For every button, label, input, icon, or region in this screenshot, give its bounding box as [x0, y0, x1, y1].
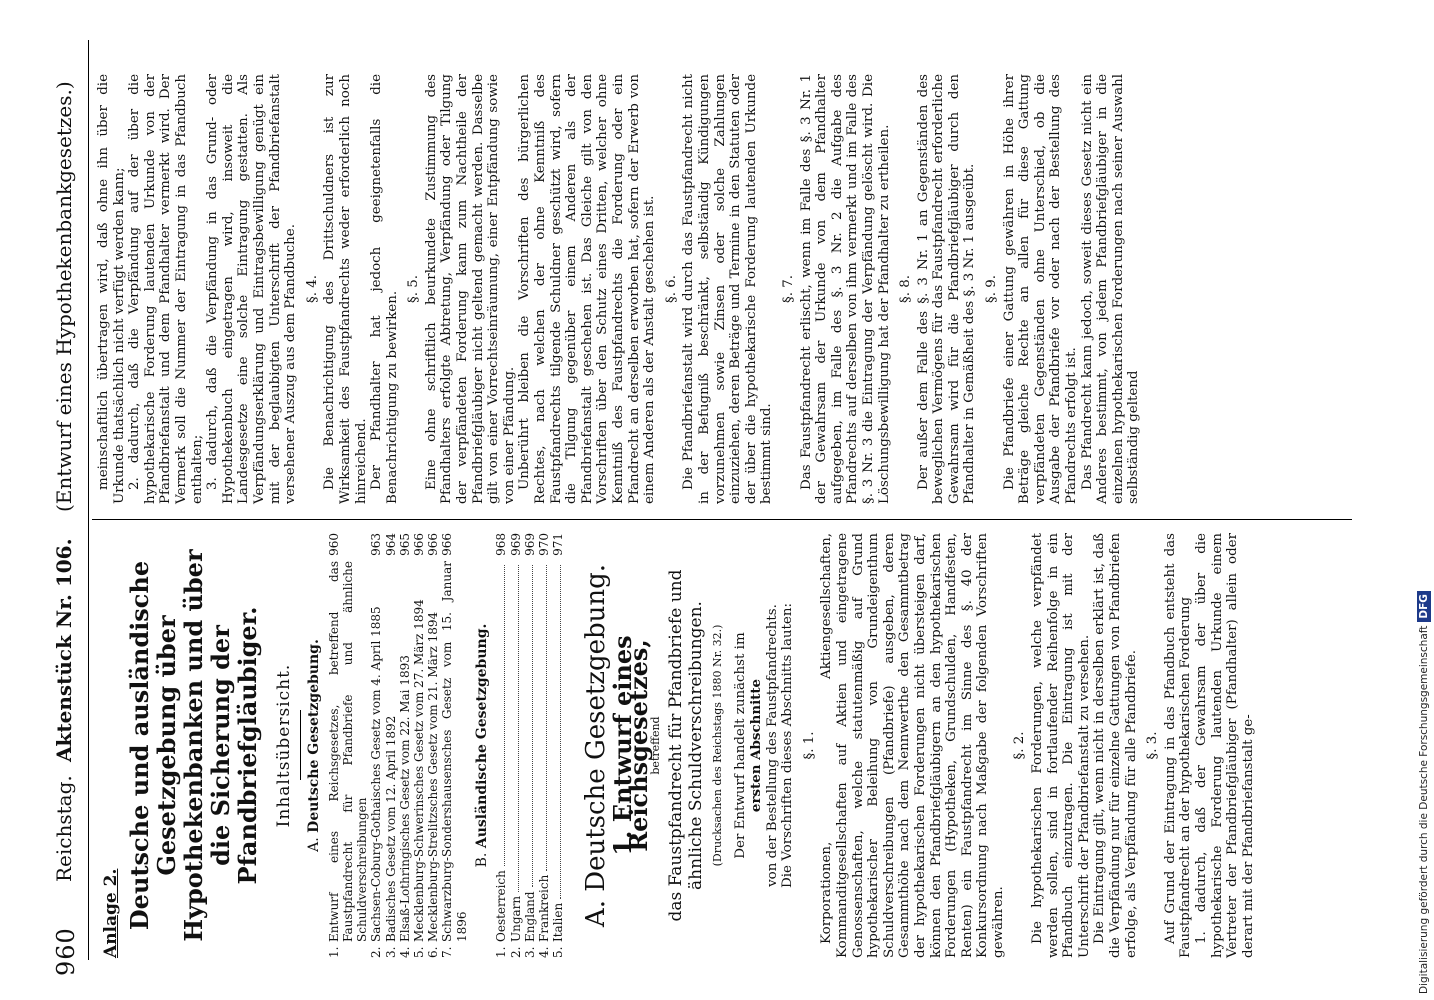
paragraph-text: Die Pfandbriefanstalt wird durch das Faustpfandrecht nicht in der Befugniß beschränkt, selbständig Kündigungen vorzunehmen sowie Zinsen oder solche Zahlungen einzuziehen, deren Beträge und Termine in den Statuten oder der über die hypothekarische Forderung lautenden Urkunde bestimmt sind.: [681, 74, 775, 504]
toc-item: [494, 533, 508, 958]
toc-item-page: 963: [369, 533, 384, 556]
paragraph-text: meinschaftlich übertragen wird, daß ohne ihn über die Urkunde thatsächlich nicht verfügt werden kann;: [96, 74, 127, 504]
toc-item-page: 966: [426, 533, 441, 556]
intro-line-3: von der Bestellung des Faustpfandrechts.: [764, 604, 780, 887]
toc-section-a-heading: [307, 533, 323, 958]
paragraph-text: Das Faustpfandrecht erlischt, wenn im Falle des §. 3 Nr. 1 der Gewahrsam der Urkunde von dem Pfandhalter aufgegeben, im Falle des §. 3 Nr. 2 die Aufgabe des Pfandrechts auf derselben von ihm vermerkt und im Falle des §. 3 Nr. 3 die Eintragung der Verpfändung gelöscht wird. Die Löschungsbewilligung hat der Pfandhalter zu ertheilen.: [798, 74, 892, 504]
toc-section-b-title: Ausländische Gesetzgebung.: [473, 623, 490, 849]
paragraph-text: Eine ohne schriftlich beurkundete Zustimmung des Pfandhalters erfolgte Abtretung, Verpfändung oder Tilgung der verpfändeten Forderung kann zum Nachtheile der Pfandbriefgläubiger nicht geltend gemacht werden. Dasselbe gilt von einer Vorrechtseinräumung, einer Entpfändung sowie von einer Pfändung.: [423, 74, 517, 504]
toc-item-number: 6.: [426, 946, 441, 958]
toc-section-b-heading: [475, 533, 491, 958]
toc-list-b: [494, 533, 565, 958]
paragraph-heading: §. 1.: [801, 731, 817, 760]
dfg-logo: DFG: [1417, 591, 1431, 622]
paragraph-heading: §. 6.: [663, 275, 679, 303]
running-header: [52, 40, 86, 982]
toc-section-b-letter: B.: [473, 852, 490, 868]
credit-text: Digitalisierung gefördert durch die Deutsche Forschungsgemeinschaft: [1418, 625, 1430, 994]
toc-list-a: [327, 533, 469, 958]
paragraph-heading: §. 5.: [406, 275, 422, 303]
toc-item-page: 966: [412, 533, 426, 556]
toc-item-title: Mecklenburg-Schwerinsches Gesetz vom 27. März 1894: [412, 599, 426, 942]
paragraph-text: Der außer dem Falle des §. 3 Nr. 1 an Gegenständen des beweglichen Vermögens für das Faustpfandrecht erforderliche Gewahrsam wird für die Pfandbriefgläubiger durch den Pfandhalter in Gemäßheit des §. 3 Nr. 1 ausgeübt.: [915, 74, 978, 504]
toc-item: [551, 533, 565, 958]
paragraph-text: Die Benachrichtigung des Drittschuldners ist zur Wirksamkeit des Faustpfandrechts weder erforderlich noch hinreichend.: [322, 74, 369, 504]
paragraph-text: Unberührt bleiben die Vorschriften des bürgerlichen Rechtes, nach welchen der ohne Kenntniß des Faustpfandrechts tilgende Schuldner geschützt wird, sofern die Tilgung gegenüber einem Anderen als der Pfandbriefanstalt geschehen ist. Das Gleiche gilt von den Vorschriften über den Schutz eines Dritten, welcher ohne Kenntniß des Faustpfandrechts die Forderung oder ein Pfandrecht an derselben erworben hat, sofern der Erwerb von einem Anderen als der Anstalt geschehen ist.: [517, 74, 658, 504]
toc-item-title: Frankreich: [537, 874, 552, 942]
law-title: 1. Entwurf eines Reichsgesetzes,: [608, 635, 653, 856]
toc-item-title: Sachsen-Coburg-Gothaisches Gesetz vom 4. April 1885: [369, 606, 384, 942]
anlage-label: Anlage 2.: [101, 868, 121, 958]
intro-line-1: Der Entwurf handelt zunächst im: [733, 632, 749, 859]
toc-item: [509, 533, 523, 958]
toc-item-title: Badisches Gesetz vom 12. April 1892: [383, 715, 398, 942]
main-title: Deutsche und ausländische Gesetzgebung über Hypothekenbanken und über die Sicherung der Pfandbriefgläubiger.: [124, 549, 262, 942]
toc-item: [398, 533, 412, 958]
toc-item-number: 7.: [440, 946, 455, 958]
toc-item-page: 964: [383, 533, 398, 556]
header-document: Aktenstück Nr. 106.: [52, 538, 76, 762]
paragraph-heading: §. 8.: [898, 275, 914, 303]
leader-dots: [523, 565, 533, 887]
header-org: Reichstag.: [52, 775, 76, 882]
toc-item-number: 5.: [551, 946, 566, 958]
toc-item-title: Ungarn: [508, 895, 523, 942]
toc-section-a-letter: A.: [306, 837, 323, 852]
toc-item: [412, 533, 426, 958]
page-number: 960: [52, 927, 80, 976]
toc-item-page: 966: [440, 533, 455, 556]
toc-item-page: 969: [508, 533, 523, 556]
column-divider: [92, 519, 1352, 520]
toc-item: [537, 533, 551, 958]
paragraph-text: Die Eintragung gilt, wenn nicht in derselben erklärt ist, daß die Verpfändung nur für einzelne Gattungen von Pfandbriefen erfolge, als Verpfändung für alle Pfandbriefe.: [1092, 533, 1139, 958]
toc-item-title: Oesterreich: [494, 870, 509, 942]
toc-item-title: Elsaß-Lothringisches Gesetz vom 22. Mai 1893: [397, 655, 412, 942]
toc-item: [440, 533, 468, 958]
digitization-credit: [1414, 0, 1434, 1000]
toc-item: [327, 533, 370, 958]
toc-item-number: 2.: [369, 946, 384, 958]
toc-item-title: Schwarzburg-Sondershausensches Gesetz vom 15. Januar 1896: [440, 561, 469, 942]
toc-item-page: 965: [397, 533, 412, 556]
toc-item-page: 969: [522, 533, 537, 556]
paragraph-text: 3. dadurch, daß die Verpfändung in das Grund- oder Hypothekenbuch eingetragen wird, insoweit die Landesgesetze eine solche Eintragung gestatten. Als Verpfändungserklärung und Eintragsbewilligung genügt ein mit der beglaubigten Unterschrift der Pfandbriefanstalt versehener Auszug aus dem Pfandbuche.: [205, 74, 299, 504]
drucksache-ref: (Drucksachen des Reichstags 1880 Nr. 32.): [710, 624, 724, 867]
digitization-sidebar: [1414, 0, 1434, 1000]
paragraph-text: 1. dadurch, daß der Gewahrsam der über die hypothekarische Forderung lautenden Urkunde einem Vertreter der Pfandbriefgläubiger (Pfandhalter) allein oder derart mit der Pfandbriefanstalt ge-: [1194, 533, 1256, 958]
paragraph-heading: §. 9.: [984, 275, 1000, 303]
toc-item-number: 1.: [494, 946, 509, 958]
divider: [300, 711, 301, 781]
toc-section-a-title: Deutsche Gesetzgebung.: [306, 639, 323, 833]
paragraph-heading: §. 3.: [1145, 731, 1161, 760]
leader-dots: [494, 565, 504, 866]
toc-item: [523, 533, 537, 958]
toc-item-page: 960: [326, 533, 341, 556]
header-section: (Entwurf eines Hypothekenbankgesetzes.): [52, 81, 76, 512]
header-rule: [88, 40, 89, 960]
right-column: [96, 74, 1142, 504]
leader-dots: [509, 565, 519, 892]
toc-item-number: 5.: [412, 946, 426, 958]
toc-item-page: 970: [537, 533, 552, 556]
toc-item-number: 2.: [508, 946, 523, 958]
leader-dots: [537, 565, 547, 871]
leader-dots: [551, 565, 561, 899]
paragraph-heading: §. 2.: [1012, 731, 1028, 760]
law-betreffend: betreffend: [649, 716, 663, 775]
toc-item-number: 1.: [326, 946, 341, 958]
toc-item-number: 3.: [522, 946, 537, 958]
paragraph-text: Korporationen, Aktiengesellschaften, Kommanditgesellschaften auf Aktien und eingetragene Genossenschaften, welche statutenmäßig auf Grund hypothekarischer Beleihung von Grundeigenthum Schuldverschreibungen (Pfandbriefe) ausgeben, deren Gesammthöhe nach dem Nennwerthe den Gesammtbetrag der hypothekarischen Forderungen nicht übersteigen darf, können den Pfandbriefgläubigern an den hypothekarischen Forderungen (Hypotheken, Grundschulden, Handfesten, Renten) ein Faustpfandrecht im Sinne des §. 40 der Konkursordnung nach Maßgabe der folgenden Vorschriften gewähren.: [819, 533, 1006, 958]
toc-item-number: 4.: [537, 946, 552, 958]
paragraph-text: Der Pfandhalter hat jedoch geeignetenfalls die Benachrichtigung zu bewirken.: [369, 74, 400, 504]
law-subtitle: das Faustpfandrecht für Pfandbriefe und ähnliche Schuldverschreibungen.: [665, 569, 706, 922]
section-a-heading: A. Deutsche Gesetzgebung.: [581, 563, 612, 928]
toc-item-title: England: [522, 891, 537, 942]
intro-line-4: Die Vorschriften dieses Abschnitts lauten:: [780, 603, 796, 888]
paragraph-heading: §. 7.: [780, 275, 796, 303]
toc-item: [369, 533, 383, 958]
paragraph-heading: §. 4.: [304, 275, 320, 303]
toc-heading: Inhaltsübersicht.: [273, 663, 294, 828]
toc-item-title: Italien: [551, 902, 566, 942]
toc-item-page: 968: [494, 533, 509, 556]
toc-item: [384, 533, 398, 958]
paragraph-text: Die hypothekarischen Forderungen, welche verpfändet werden sollen, sind in fortlaufender Reihenfolge in ein Pfandbuch einzutragen. Die Eintragung ist mit der Unterschrift der Pfandbriefanstalt zu versehen.: [1030, 533, 1092, 958]
paragraph-text: Das Pfandrecht kann jedoch, soweit dieses Gesetz nicht ein Anderes bestimmt, von jedem Pfandbriefgläubiger in die einzelnen hypothekarischen Forderungen nach seiner Auswahl selbständig geltend: [1079, 74, 1142, 504]
left-column: [96, 533, 1256, 958]
toc-item-title: Mecklenburg-Strelitzsches Gesetz vom 21. März 1894: [426, 611, 441, 942]
toc-item-number: 3.: [383, 946, 398, 958]
toc-item-number: 4.: [397, 946, 412, 958]
toc-item-page: 971: [551, 533, 566, 556]
toc-item: [426, 533, 440, 958]
paragraph-text: Die Pfandbriefe einer Gattung gewähren in Höhe ihrer Beträge gleiche Rechte an allen für diese Gattung verpfändeten Gegenständen ohne Unterschied, ob die Ausgabe der Pfandbriefe vor oder nach der Bestellung des Pfandrechts erfolgt ist.: [1001, 74, 1080, 504]
intro-line-2: ersten Abschnitte: [747, 678, 764, 813]
paragraph-text: 2. dadurch, daß die Verpfändung auf der über die hypothekarische Forderung lautenden Urkunde von der Pfandbriefanstalt und dem Pfandhalter vermerkt wird. Der Vermerk soll die Nummer der Eintragung in das Pfandbuch enthalten;: [127, 74, 205, 504]
toc-item-title: Entwurf eines Reichsgesetzes, betreffend das Faustpfandrecht für Pfandbriefe und ähnliche Schuldverschreibungen: [326, 561, 370, 942]
paragraph-text: Auf Grund der Eintragung in das Pfandbuch entsteht das Faustpfandrecht an der hypothekarischen Forderung: [1162, 533, 1194, 958]
